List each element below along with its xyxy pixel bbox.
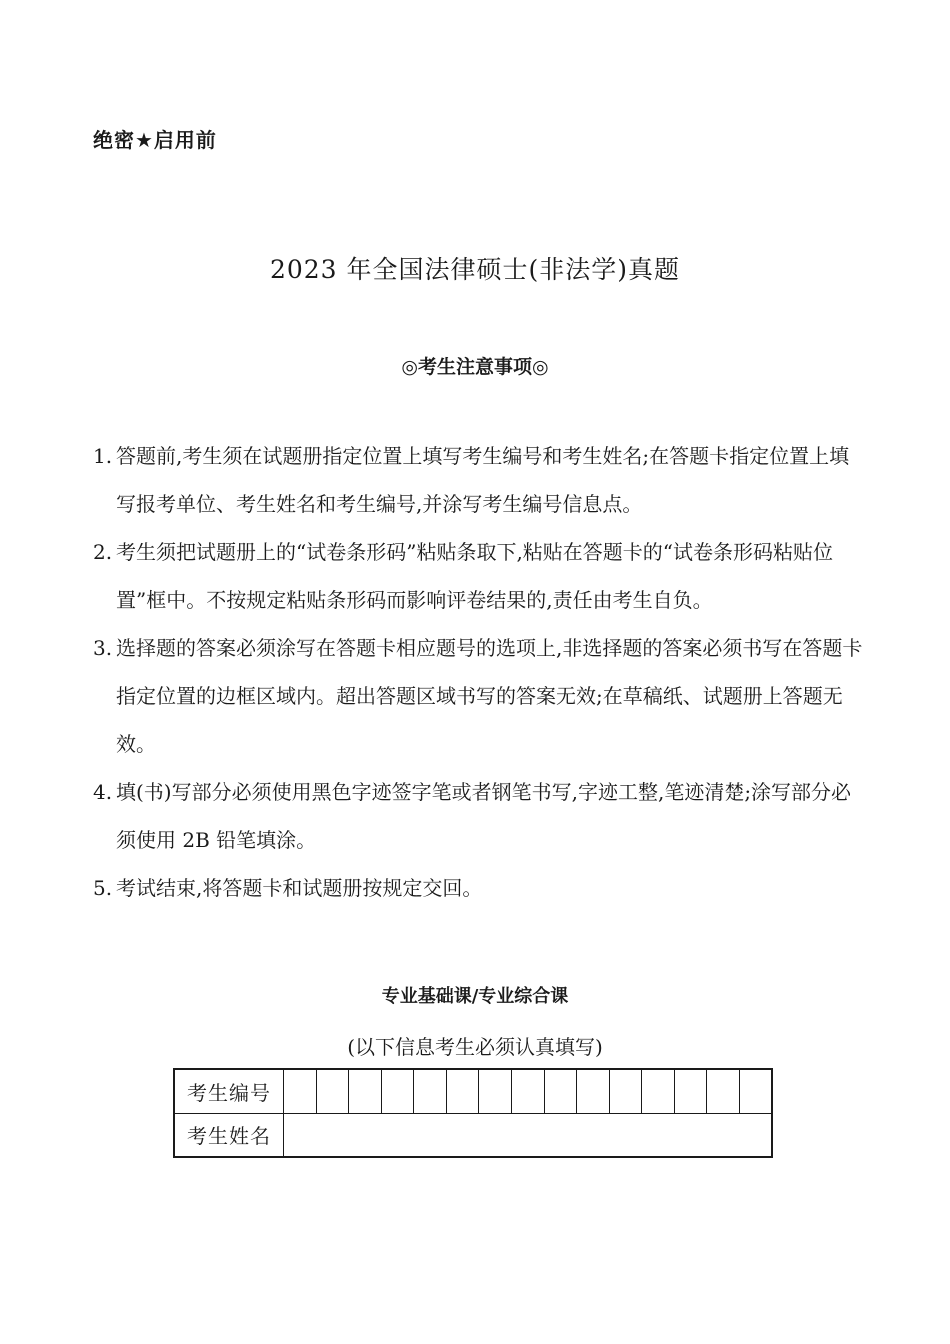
- candidate-number-box[interactable]: [739, 1069, 772, 1113]
- candidate-name-field[interactable]: [284, 1113, 773, 1157]
- candidate-number-box[interactable]: [316, 1069, 349, 1113]
- candidate-number-box[interactable]: [284, 1069, 317, 1113]
- candidate-name-row: [174, 1113, 772, 1157]
- notice-list: [93, 432, 863, 912]
- candidate-number-box[interactable]: [544, 1069, 577, 1113]
- notice-item-number: 1.: [93, 444, 113, 468]
- candidate-name-label: 考生姓名: [174, 1113, 284, 1157]
- candidate-number-box[interactable]: [707, 1069, 740, 1113]
- notice-item-4: [93, 768, 863, 864]
- notice-item-number: 5.: [93, 876, 113, 900]
- subject-heading: 专业基础课/专业综合课: [381, 986, 569, 1007]
- notice-item-text: 填(书)写部分必须使用黑色字迹签字笔或者钢笔书写,字迹工整,笔迹清楚;涂写部分必须使用 2B 铅笔填涂。: [116, 780, 852, 852]
- candidate-number-box[interactable]: [479, 1069, 512, 1113]
- candidate-number-box[interactable]: [609, 1069, 642, 1113]
- notice-item-text: 答题前,考生须在试题册指定位置上填写考生编号和考生姓名;在答题卡指定位置上填写报考单位、考生姓名和考生编号,并涂写考生编号信息点。: [116, 444, 850, 516]
- candidate-number-row: [174, 1069, 772, 1113]
- notice-item-text: 考试结束,将答题卡和试题册按规定交回。: [116, 876, 483, 900]
- candidate-number-box[interactable]: [446, 1069, 479, 1113]
- candidate-number-box[interactable]: [381, 1069, 414, 1113]
- notice-heading: ◎考生注意事项◎: [401, 356, 549, 378]
- candidate-number-box[interactable]: [642, 1069, 675, 1113]
- notice-item-5: [93, 864, 863, 912]
- notice-item-number: 2.: [93, 540, 113, 564]
- candidate-number-label: 考生编号: [174, 1069, 284, 1113]
- notice-item-text: 考生须把试题册上的“试卷条形码”粘贴条取下,粘贴在答题卡的“试卷条形码粘贴位置”框中。不按规定粘贴条形码而影响评卷结果的,责任由考生自负。: [116, 540, 834, 612]
- candidate-number-box[interactable]: [511, 1069, 544, 1113]
- candidate-number-box[interactable]: [577, 1069, 610, 1113]
- notice-item-text: 选择题的答案必须涂写在答题卡相应题号的选项上,非选择题的答案必须书写在答题卡指定位置的边框区域内。超出答题区域书写的答案无效;在草稿纸、试题册上答题无效。: [116, 636, 863, 756]
- confidentiality-mark: 绝密★启用前: [93, 128, 217, 152]
- notice-item-number: 3.: [93, 636, 113, 660]
- fill-instruction: (以下信息考生必须认真填写): [347, 1035, 603, 1059]
- notice-item-number: 4.: [93, 780, 113, 804]
- notice-item-1: [93, 432, 863, 528]
- notice-item-2: [93, 528, 863, 624]
- candidate-info-table: [173, 1068, 773, 1158]
- candidate-number-box[interactable]: [674, 1069, 707, 1113]
- exam-title: 2023 年全国法律硕士(非法学)真题: [269, 255, 681, 284]
- candidate-number-box[interactable]: [414, 1069, 447, 1113]
- candidate-number-box[interactable]: [349, 1069, 382, 1113]
- notice-item-3: [93, 624, 863, 768]
